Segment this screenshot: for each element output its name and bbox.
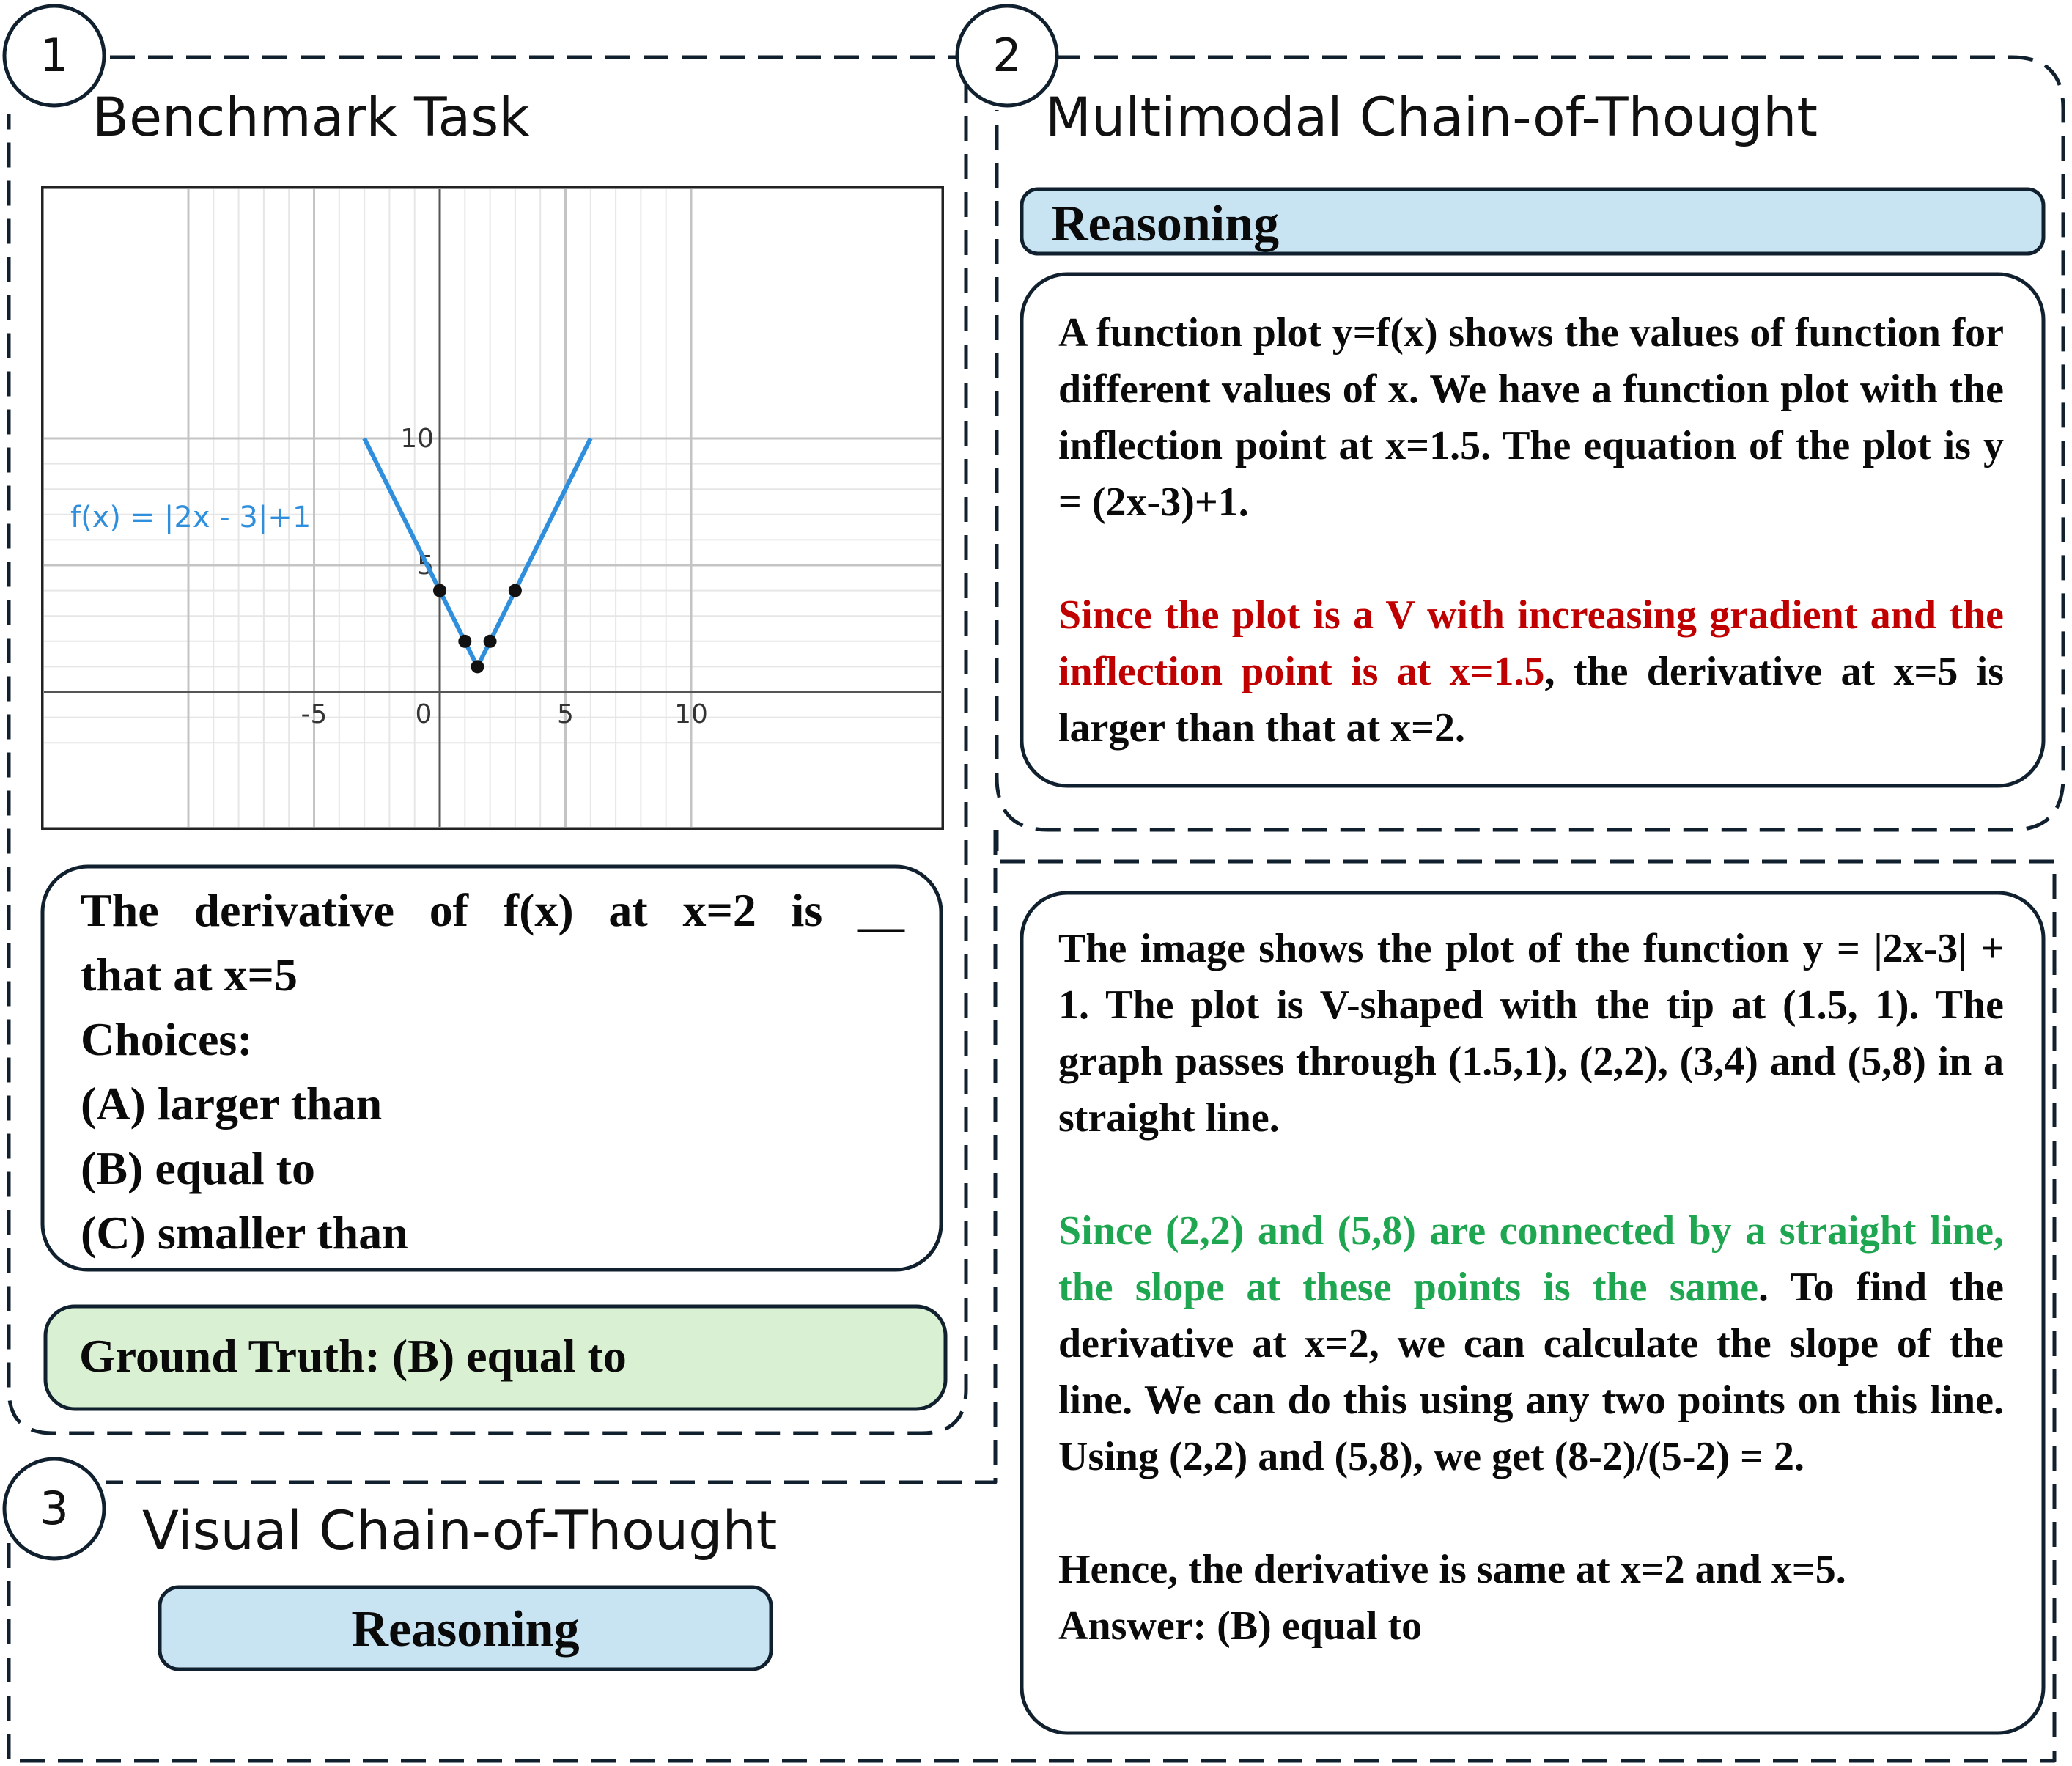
panel3-paragraph2	[1058, 1203, 2004, 1485]
plot-point	[471, 660, 484, 673]
panel3-highlight-green: Since (2,2) and (5,8) are connected by a straight line, the slope at these points is the same	[1058, 1208, 2004, 1310]
panel2-title: Multimodal Chain-of-Thought	[1045, 87, 1818, 149]
badge1-number: 1	[40, 29, 69, 82]
function-plot	[41, 186, 944, 830]
panel3-answer: Answer: (B) equal to	[1058, 1603, 1423, 1649]
panel2-paragraph1: A function plot y=f(x) shows the values of function for different values of x. We have a function plot with the inflection point at x=1.5. The equation of the plot is y = (2x-3)+1.	[1058, 310, 2004, 525]
function-label: f(x) = |2x - 3|+1	[70, 501, 311, 534]
panel3-conclusion: Hence, the derivative is same at x=2 and x=5.	[1058, 1547, 1846, 1592]
plot-point	[458, 635, 471, 648]
badge2-number: 2	[992, 29, 1022, 82]
panel2-paragraph2	[1058, 587, 2004, 757]
choice-a: (A) larger than	[81, 1078, 383, 1130]
panel2-reasoning-label: Reasoning	[1051, 196, 1280, 252]
panel2-paragraph2-rest: , the derivative at x=5 is larger than that at x=2.	[1058, 649, 2004, 751]
panel2-highlight-red: Since the plot is a V with increasing gradient and the inflection point is at x=1.5	[1058, 592, 2004, 694]
choices-label: Choices:	[81, 1013, 253, 1065]
question-line1: The derivative of f(x) at x=2 is __	[81, 884, 904, 936]
plot-point	[509, 584, 522, 597]
panel2-reasoning-text	[1058, 305, 2004, 757]
choice-c: (C) smaller than	[81, 1207, 408, 1259]
panel1-title: Benchmark Task	[92, 87, 530, 149]
x-tick-label: 0	[415, 699, 432, 729]
question-text	[81, 878, 904, 1265]
x-tick-label: 5	[557, 699, 574, 729]
plot-point	[484, 635, 497, 648]
ground-truth-text: Ground Truth: (B) equal to	[79, 1330, 627, 1382]
panel3-reasoning-label: Reasoning	[351, 1601, 580, 1658]
question-line2: that at x=5	[81, 949, 298, 1001]
panel3-reasoning-text	[1058, 921, 2004, 1655]
badge3-number: 3	[40, 1482, 69, 1535]
choice-b: (B) equal to	[81, 1142, 315, 1194]
plot-point	[433, 584, 446, 597]
y-tick-label: 5	[417, 551, 434, 581]
x-tick-label: -5	[301, 699, 328, 729]
panel3-title: Visual Chain-of-Thought	[142, 1500, 778, 1562]
panel3-paragraph1: The image shows the plot of the function y = |2x-3| + 1. The plot is V-shaped with the tip at (1.5, 1). The graph passes through (1.5,1), (2,2), (3,4) and (5,8) in a straight line.	[1058, 926, 2004, 1141]
y-tick-label: 10	[400, 424, 434, 454]
x-tick-label: 10	[674, 699, 708, 729]
panel3-paragraph2-rest: . To find the derivative at x=2, we can calculate the slope of the line. We can do this using any two points on this line. Using (2,2) and (5,8), we get (8-2)/(5-2) = 2.	[1058, 1265, 2005, 1479]
